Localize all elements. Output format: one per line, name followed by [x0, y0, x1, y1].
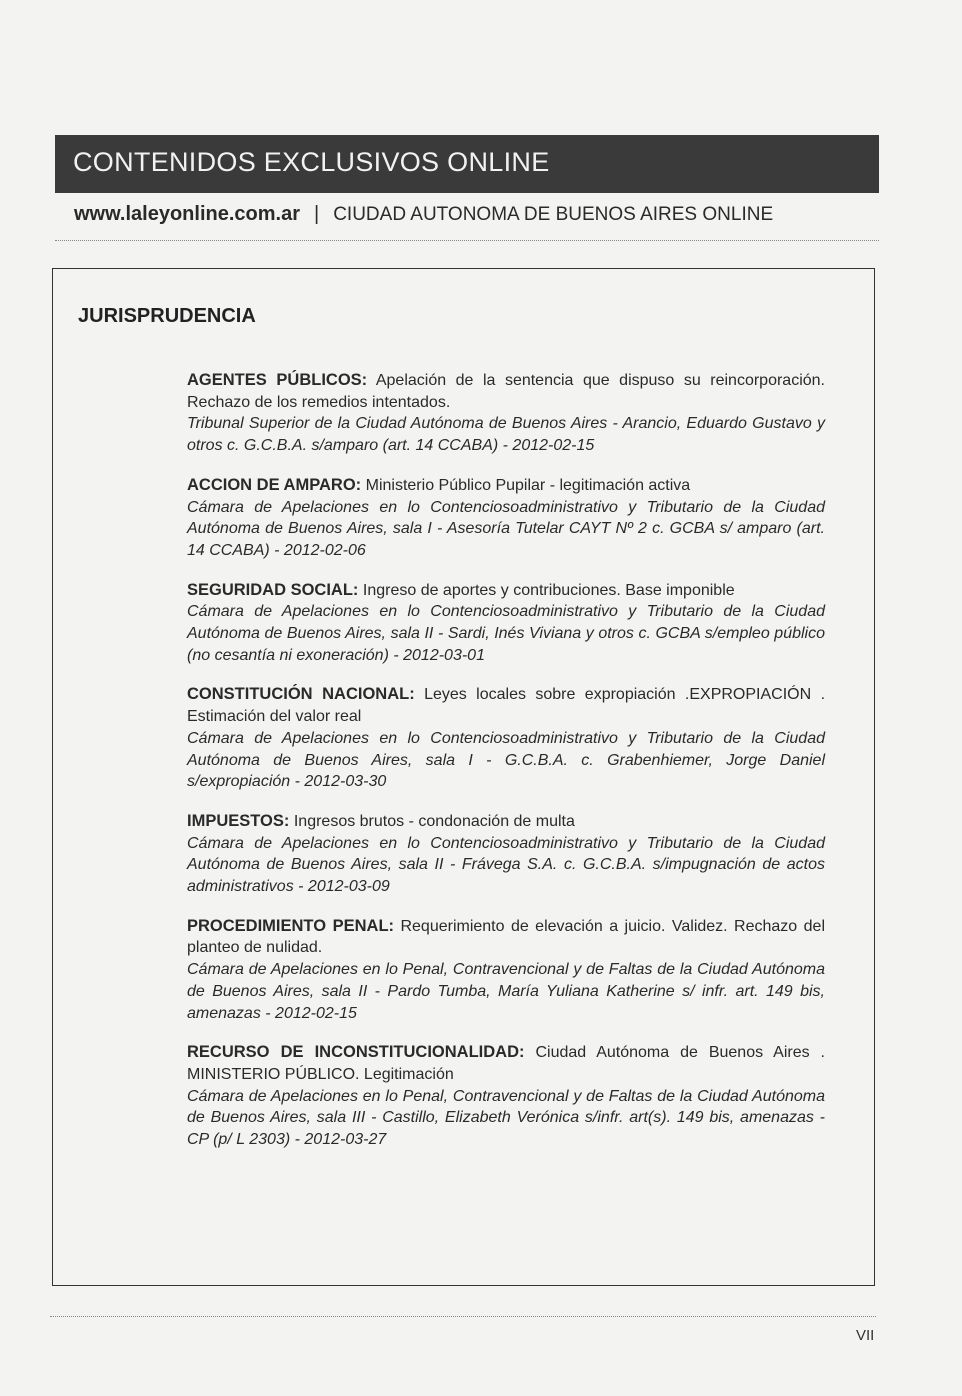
entry-summary: Ingreso de aportes y contribuciones. Base imponible [362, 581, 735, 599]
list-item [187, 370, 825, 457]
banner-title: CONTENIDOS EXCLUSIVOS ONLINE [73, 147, 550, 177]
entries-list [187, 370, 825, 1169]
section-title: JURISPRUDENCIA [78, 305, 256, 327]
entry-summary: Ingresos brutos - condonación de multa [293, 812, 575, 830]
entry-court: Cámara de Apelaciones en lo Contenciosoadministrativo y Tributario de la Ciudad Autónoma de Buenos Aires, sala II - Sardi, Inés Viviana y otros c. GCBA s/empleo público (no cesantía ni exoneración) - 2012-03-01 [187, 603, 825, 664]
list-item [187, 580, 825, 667]
entry-summary: Requerimiento de elevación a juicio. Validez. Rechazo del planteo de nulidad. [187, 917, 825, 957]
header-banner [55, 135, 879, 193]
entry-summary: Ciudad Autónoma de Buenos Aires . MINISTERIO PÚBLICO. Legitimación [187, 1044, 826, 1083]
entry-summary: Leyes locales sobre expropiación .EXPROPIACIÓN . Estimación del valor real [187, 686, 826, 726]
list-item [187, 916, 825, 1025]
site-subtitle: CIUDAD AUTONOMA DE BUENOS AIRES ONLINE [333, 204, 774, 225]
entry-keyword: RECURSO DE INCONSTITUCIONALIDAD: [187, 1043, 525, 1062]
entry-court: Tribunal Superior de la Ciudad Autónoma de Buenos Aires - Arancio, Eduardo Gustavo y otros c. G.C.B.A. s/amparo (art. 14 CCABA) - 2012-02-15 [187, 415, 825, 455]
site-line [74, 203, 874, 226]
entry-keyword: ACCION DE AMPARO: [187, 475, 362, 494]
entry-court: Cámara de Apelaciones en lo Contenciosoadministrativo y Tributario de la Ciudad Autónoma de Buenos Aires, sala I - Asesoría Tutelar CAYT Nº 2 c. GCBA s/ amparo (art. 14 CCABA) - 2012-02-06 [187, 498, 825, 559]
site-separator: | [314, 203, 320, 225]
list-item [187, 475, 825, 562]
entry-keyword: IMPUESTOS: [187, 811, 290, 830]
list-item [187, 1042, 825, 1151]
entry-court: Cámara de Apelaciones en lo Contenciosoadministrativo y Tributario de la Ciudad Autónoma de Buenos Aires, sala I - G.C.B.A. c. Grabenhiemer, Jorge Daniel s/expropiación - 2012-03-30 [187, 729, 825, 791]
bottom-divider [50, 1316, 876, 1317]
entry-keyword: CONSTITUCIÓN NACIONAL: [187, 685, 415, 704]
list-item [187, 811, 825, 898]
entry-court: Cámara de Apelaciones en lo Penal, Contravencional y de Faltas de la Ciudad Autónoma de Buenos Aires, sala III - Castillo, Elizabeth Verónica s/infr. art(s). 149 bis, amenazas - CP (p/ L 2303) - 2012-03-27 [187, 1087, 825, 1149]
site-url: www.laleyonline.com.ar [74, 203, 300, 225]
page-number: VII [856, 1327, 875, 1344]
top-divider [55, 240, 879, 241]
list-item [187, 684, 825, 793]
entry-keyword: AGENTES PÚBLICOS: [187, 371, 368, 389]
entry-keyword: PROCEDIMIENTO PENAL: [187, 916, 395, 935]
entry-court: Cámara de Apelaciones en lo Contenciosoadministrativo y Tributario de la Ciudad Autónoma de Buenos Aires, sala II - Frávega S.A. c. G.C.B.A. s/impugnación de actos administrativos - 2012-03-09 [187, 834, 825, 896]
entry-court: Cámara de Apelaciones en lo Penal, Contravencional y de Faltas de la Ciudad Autónoma de Buenos Aires, sala II - Pardo Tumba, María Yuliana Katherine s/ infr. art. 149 bis, amenazas - 2012-02-15 [187, 961, 825, 1022]
entry-summary: Apelación de la sentencia que dispuso su reincorporación. Rechazo de los remedios intentados. [187, 372, 826, 411]
entry-keyword: SEGURIDAD SOCIAL: [187, 580, 359, 599]
entry-summary: Ministerio Público Pupilar - legitimación activa [365, 476, 691, 494]
